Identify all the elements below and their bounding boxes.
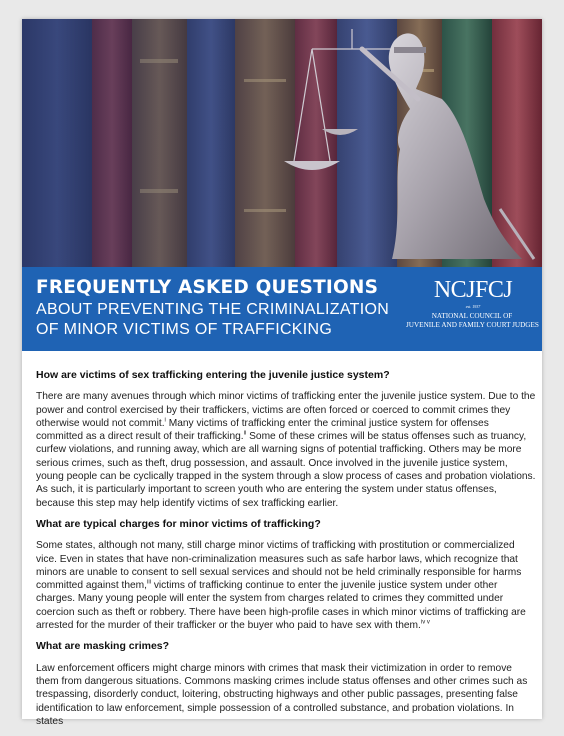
logo-est: est. 1937 — [465, 304, 481, 309]
ncjfcj-logo: NCJFCJ — [433, 277, 513, 303]
lady-justice-statue-photo-icon — [22, 19, 542, 267]
document-page — [22, 19, 542, 727]
logo-org-line1: NATIONAL COUNCIL OF — [431, 312, 513, 320]
banner-title: FREQUENTLY ASKED QUESTIONS — [36, 277, 379, 298]
question-heading: How are victims of sex trafficking entering the juvenile justice system? — [36, 369, 390, 381]
footnote-ref: ii — [243, 430, 247, 437]
question-heading: What are typical charges for minor victims of trafficking? — [36, 517, 321, 530]
question-heading: What are masking crimes? — [36, 640, 170, 653]
faq-content — [36, 369, 536, 736]
answer-text: Many victims of trafficking enter the criminal justice system for offenses committed as a direct result of their trafficking. — [36, 417, 489, 443]
logo-org-line2: JUVENILE AND FAMILY COURT JUDGES — [406, 321, 539, 329]
footnote-ref: i — [164, 417, 166, 424]
footnote-ref: iv v — [420, 619, 430, 626]
footnote-ref: iii — [146, 579, 151, 586]
hero-image — [22, 19, 542, 267]
answer-text: Some of these crimes will be status offenses such as truancy, curfew violations, and running away, which are all warning signs of potential trafficking. Others may be more serious crimes, such as theft, drug possession, and assault. Once involved in the juvenile justice system, young people can be cyclically trapped in the system through a slow process of cases and probation violations. As such, it is particularly important to screen youth who are entering the system under status offenses, because this step may help identify victims of sex trafficking earlier. — [36, 431, 536, 509]
answer-text: victims of trafficking continue to enter the juvenile justice system under other charges. Many young people will enter the system from charges related to crimes they committed under coercion such as theft or robbery. There have been high-profile cases in which minor victims of trafficking are arrested for the murder of their trafficker or the buyer who paid to have sex with them. — [36, 580, 526, 632]
answer-paragraph: Law enforcement officers might charge minors with crimes that mask their victimization in order to remove them from dangerous situations. Commons masking crimes include status offenses and other crimes such as trespassing, disorderly conduct, loitering, obstructing highways and other public passages, presenting false identification to law enforcement, simple possession of a controlled substance, and probation violations. In states — [36, 662, 528, 727]
answer-text: Some states, although not many, still charge minor victims of trafficking with prostitution or commercialized vice. Even in states that have non-criminalization measures such as safe harbor laws, which recognize that minors are unable to consent to sell sexual services and should not be held criminally responsible for harms committed against them, — [36, 540, 522, 592]
answer-paragraph — [36, 539, 536, 632]
banner-subtitle-line1: ABOUT PREVENTING THE CRIMINALIZATION — [36, 301, 390, 318]
answer-text: There are many avenues through which minor victims of trafficking enter the juvenile justice system. Due to the power and control exercised by their traffickers, victims are often forced or coerced to commit crimes they otherwise would not commit. — [36, 391, 536, 429]
banner-subtitle-line2: OF MINOR VICTIMS OF TRAFFICKING — [36, 321, 333, 338]
answer-paragraph — [36, 390, 536, 510]
title-banner — [22, 267, 542, 351]
